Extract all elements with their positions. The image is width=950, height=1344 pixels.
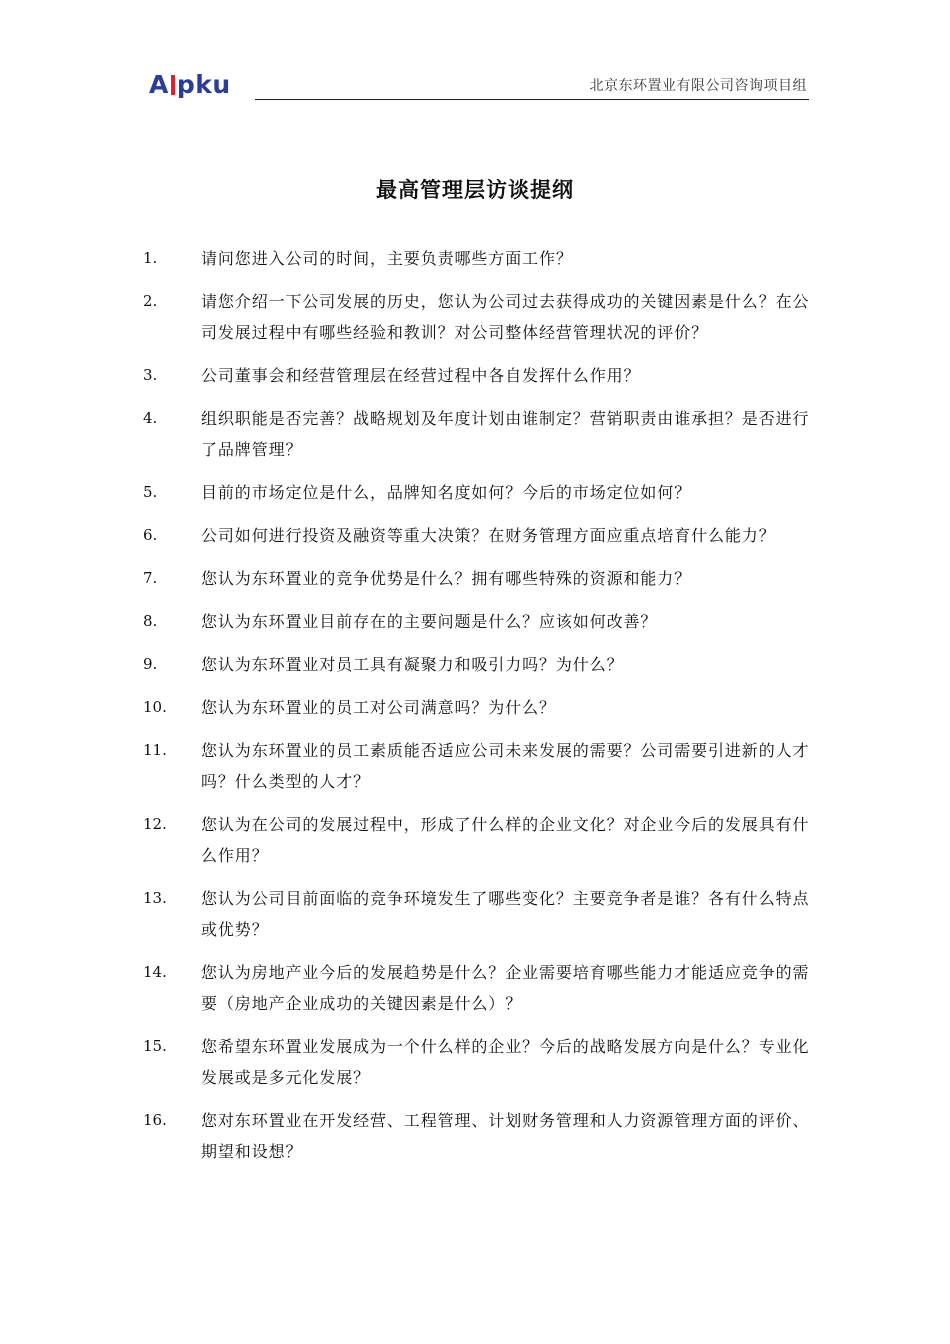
question-text: 请您介绍一下公司发展的历史，您认为公司过去获得成功的关键因素是什么？在公司发展过程中有哪些经验和教训？对公司整体经营管理状况的评价？ [201, 292, 810, 342]
question-text: 目前的市场定位是什么，品牌知名度如何？今后的市场定位如何？ [201, 483, 692, 502]
question-item [143, 403, 819, 465]
question-text: 您希望东环置业发展成为一个什么样的企业？今后的战略发展方向是什么？专业化发展或是多元化发展？ [201, 1037, 810, 1087]
page-header [143, 62, 809, 104]
question-text: 您认为在公司的发展过程中，形成了什么样的企业文化？对企业今后的发展具有什么作用？ [201, 815, 810, 865]
question-text: 您认为房地产业今后的发展趋势是什么？企业需要培育哪些能力才能适应竞争的需要（房地产企业成功的关键因素是什么）？ [201, 963, 810, 1013]
question-item [143, 957, 819, 1019]
question-text: 您认为东环置业的员工对公司满意吗？为什么？ [201, 698, 556, 717]
question-number: 6. [143, 526, 158, 544]
question-item [143, 692, 819, 723]
question-item [143, 735, 819, 797]
question-text: 组织职能是否完善？战略规划及年度计划由谁制定？营销职责由谁承担？是否进行了品牌管理？ [201, 409, 810, 459]
question-item [143, 1105, 819, 1167]
header-divider [255, 99, 809, 100]
question-item [143, 809, 819, 871]
question-number: 2. [143, 292, 158, 310]
question-item [143, 286, 819, 348]
company-logo: A pku [149, 70, 231, 99]
question-item [143, 477, 819, 508]
question-item [143, 1031, 819, 1093]
question-number: 4. [143, 409, 158, 427]
question-list [143, 243, 819, 1179]
question-text: 公司如何进行投资及融资等重大决策？在财务管理方面应重点培育什么能力？ [201, 526, 776, 545]
question-number: 13. [143, 889, 167, 907]
question-item [143, 649, 819, 680]
header-company-name: 北京东环置业有限公司咨询项目组 [589, 78, 807, 94]
question-number: 9. [143, 655, 158, 673]
question-number: 15. [143, 1037, 167, 1055]
question-number: 11. [143, 741, 167, 759]
question-number: 1. [143, 249, 158, 267]
question-text: 您认为东环置业的员工素质能否适应公司未来发展的需要？公司需要引进新的人才吗？什么类型的人才？ [201, 741, 810, 791]
question-text: 您对东环置业在开发经营、工程管理、计划财务管理和人力资源管理方面的评价、期望和设想？ [201, 1111, 810, 1161]
question-text: 公司董事会和经营管理层在经营过程中各自发挥什么作用？ [201, 366, 641, 385]
question-item [143, 243, 819, 274]
question-number: 12. [143, 815, 167, 833]
question-item [143, 606, 819, 637]
question-number: 7. [143, 569, 158, 587]
question-number: 3. [143, 366, 158, 384]
question-text: 您认为东环置业对员工具有凝聚力和吸引力吗？为什么？ [201, 655, 624, 674]
document-title: 最高管理层访谈提纲 [376, 178, 574, 202]
question-text: 您认为东环置业目前存在的主要问题是什么？应该如何改善？ [201, 612, 658, 631]
question-number: 5. [143, 483, 158, 501]
question-text: 您认为公司目前面临的竞争环境发生了哪些变化？主要竞争者是谁？各有什么特点或优势？ [201, 889, 810, 939]
question-number: 10. [143, 698, 167, 716]
question-item [143, 563, 819, 594]
question-text: 请问您进入公司的时间，主要负责哪些方面工作？ [201, 249, 573, 268]
question-number: 8. [143, 612, 158, 630]
question-item [143, 360, 819, 391]
question-item [143, 883, 819, 945]
question-item [143, 520, 819, 551]
question-text: 您认为东环置业的竞争优势是什么？拥有哪些特殊的资源和能力？ [201, 569, 692, 588]
question-number: 14. [143, 963, 167, 981]
question-number: 16. [143, 1111, 167, 1129]
